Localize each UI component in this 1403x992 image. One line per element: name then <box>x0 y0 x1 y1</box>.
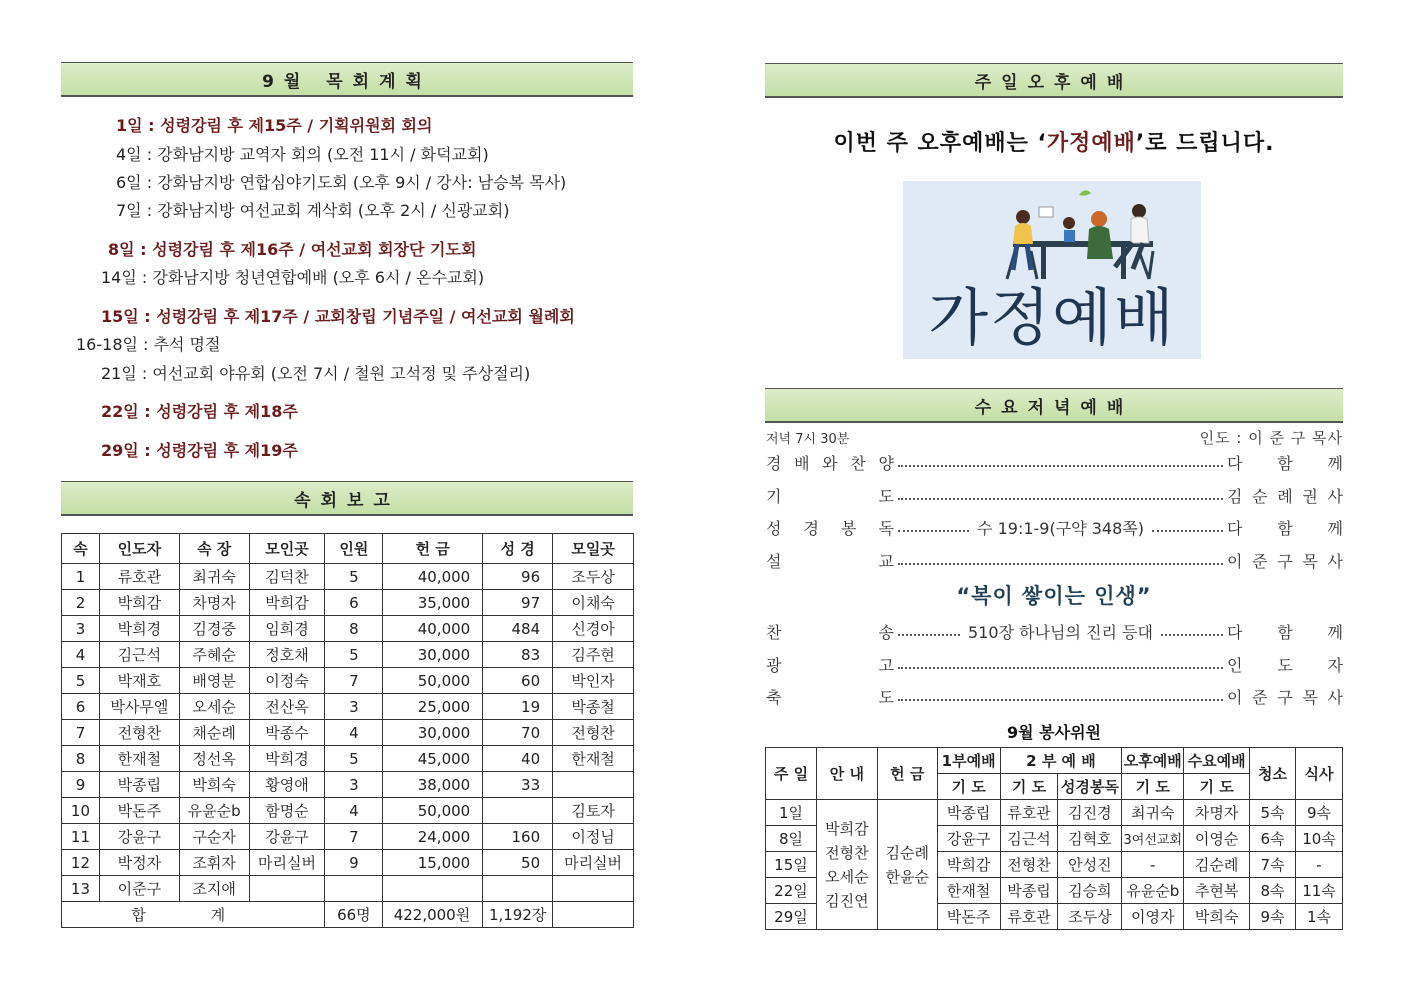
order-dots <box>898 634 960 636</box>
report-cell: 박희숙 <box>179 772 249 798</box>
duty-header-cell: 수요예배 <box>1184 748 1250 774</box>
plan-item: 16-18일 : 추석 명절 <box>76 335 221 354</box>
plan-item: 15일 : 성령강림 후 제17주 / 교회창립 기념주일 / 여선교회 월례회 <box>101 307 575 326</box>
duty-cell: - <box>1296 852 1343 878</box>
order-label: 축 도 <box>766 687 894 707</box>
afternoon-header <box>765 63 1343 98</box>
report-cell <box>483 798 553 824</box>
table-row <box>766 800 1343 826</box>
duty-cell: 박희숙 <box>1184 904 1250 930</box>
duty-cell: 추현복 <box>1184 878 1250 904</box>
report-table <box>61 533 634 928</box>
report-cell <box>249 876 325 902</box>
report-cell: 50 <box>483 850 553 876</box>
report-header-cell: 모인곳 <box>249 534 325 564</box>
report-cell: 7 <box>325 668 383 694</box>
duty-sunday: 8일 <box>766 826 817 852</box>
report-cell: 4 <box>62 642 100 668</box>
table-row <box>62 642 634 668</box>
report-cell: 5 <box>325 746 383 772</box>
duty-cell: 9속 <box>1250 904 1296 930</box>
duty-cell: 박희감 <box>937 852 1000 878</box>
report-cell: 3 <box>325 694 383 720</box>
duty-table <box>765 747 1343 930</box>
table-row <box>62 564 634 590</box>
report-cell: 박인자 <box>553 668 634 694</box>
afternoon-notice-highlight: 가정예배 <box>1046 131 1136 156</box>
order-mid: 510장 하나님의 진리 등대 <box>968 622 1153 642</box>
duty-cell: 최귀숙 <box>1122 800 1184 826</box>
order-who: 인 도 자 <box>1227 655 1343 675</box>
report-cell: 35,000 <box>383 590 483 616</box>
report-cell: 40,000 <box>383 564 483 590</box>
duty-cell: 김근석 <box>1000 826 1058 852</box>
order-label: 찬 송 <box>766 622 894 642</box>
duty-title: 9월 봉사위원 <box>1007 723 1101 742</box>
report-cell: 40 <box>483 746 553 772</box>
report-cell: 12 <box>62 850 100 876</box>
duty-header-cell: 2 부 예 배 <box>1000 748 1122 774</box>
report-cell: 최귀숙 <box>179 564 249 590</box>
report-cell: 박정자 <box>99 850 179 876</box>
report-cell: 함명순 <box>249 798 325 824</box>
duty-cell: 박종립 <box>937 800 1000 826</box>
report-cell: 97 <box>483 590 553 616</box>
wed-header <box>765 388 1343 423</box>
report-cell: 7 <box>62 720 100 746</box>
report-cell: 구순자 <box>179 824 249 850</box>
duty-cell: 11속 <box>1296 878 1343 904</box>
duty-offering: 김순례 한윤순 <box>877 800 937 930</box>
sermon-title: “복이 쌓이는 인생” <box>956 584 1152 608</box>
order-dots <box>898 699 1223 701</box>
duty-body <box>766 748 1343 930</box>
report-cell: 차명자 <box>179 590 249 616</box>
order-who: 다 함 께 <box>1227 622 1343 642</box>
report-cell: 채순례 <box>179 720 249 746</box>
order-dots <box>1161 634 1223 636</box>
table-row <box>62 720 634 746</box>
report-cell: 전형찬 <box>99 720 179 746</box>
plan-item: 8일 : 성령강림 후 제16주 / 여선교회 회장단 기도회 <box>108 240 477 259</box>
order-dots <box>898 530 969 532</box>
report-cell: 160 <box>483 824 553 850</box>
report-cell: 38,000 <box>383 772 483 798</box>
report-cell: 이정님 <box>553 824 634 850</box>
report-cell: 박희경 <box>99 616 179 642</box>
table-row <box>62 694 634 720</box>
duty-cell: 김순례 <box>1184 852 1250 878</box>
report-cell: 3 <box>62 616 100 642</box>
order-label: 경 배 와 찬 양 <box>766 453 894 473</box>
order-row <box>766 619 1343 643</box>
order-mid: 수 19:1-9(구약 348쪽) <box>977 518 1144 538</box>
table-row <box>62 850 634 876</box>
report-cell: 마리실버 <box>249 850 325 876</box>
report-cell: 배영분 <box>179 668 249 694</box>
report-cell: 5 <box>62 668 100 694</box>
afternoon-notice-post: ’로 드립니다. <box>1135 131 1275 156</box>
report-cell: 정선옥 <box>179 746 249 772</box>
order-row <box>766 450 1343 474</box>
report-cell: 강윤구 <box>249 824 325 850</box>
duty-cell: 류호관 <box>1000 800 1058 826</box>
report-cell: 김주현 <box>553 642 634 668</box>
duty-header-cell: 오후예배 <box>1122 748 1184 774</box>
order-dots <box>898 498 1223 500</box>
table-row <box>62 876 634 902</box>
duty-cell: 유윤순b <box>1122 878 1184 904</box>
report-cell: 박희경 <box>249 746 325 772</box>
report-cell: 마리실버 <box>553 850 634 876</box>
duty-subheader-cell: 기 도 <box>1184 774 1250 800</box>
report-cell: 주혜순 <box>179 642 249 668</box>
report-cell: 김경중 <box>179 616 249 642</box>
table-row <box>62 824 634 850</box>
order-row <box>766 515 1343 539</box>
report-cell: 박종수 <box>249 720 325 746</box>
report-cell: 신경아 <box>553 616 634 642</box>
wed-leader: 인도 : 이 준 구 목사 <box>1199 429 1343 447</box>
plan-item: 21일 : 여선교회 야유회 (오전 7시 / 철원 고석정 및 주상절리) <box>101 364 531 383</box>
report-cell: 김덕찬 <box>249 564 325 590</box>
report-cell: 3 <box>325 772 383 798</box>
report-cell <box>383 876 483 902</box>
report-cell: 5 <box>325 642 383 668</box>
report-cell: 임희경 <box>249 616 325 642</box>
report-cell: 13 <box>62 876 100 902</box>
duty-subheader-cell: 기 도 <box>1000 774 1058 800</box>
report-cell: 60 <box>483 668 553 694</box>
total-empty <box>553 902 634 928</box>
duty-header-cell: 청소 <box>1250 748 1296 800</box>
report-cell: 6 <box>325 590 383 616</box>
report-cell <box>553 876 634 902</box>
order-who: 이 준 구 목 사 <box>1227 687 1343 707</box>
duty-cell: 박종립 <box>1000 878 1058 904</box>
report-header-cell: 헌 금 <box>383 534 483 564</box>
report-header-cell: 속 <box>62 534 100 564</box>
order-dots <box>898 667 1223 669</box>
duty-cell: 6속 <box>1250 826 1296 852</box>
duty-cell: 7속 <box>1250 852 1296 878</box>
order-label: 광 고 <box>766 655 894 675</box>
report-cell: 4 <box>325 720 383 746</box>
report-cell: 25,000 <box>383 694 483 720</box>
plan-title: 9월 목회계획 <box>262 71 432 92</box>
duty-sunday: 22일 <box>766 878 817 904</box>
plan-item: 22일 : 성령강림 후 제18주 <box>101 402 298 421</box>
duty-cell: 9속 <box>1296 800 1343 826</box>
order-who: 다 함 께 <box>1227 453 1343 473</box>
report-cell: 김근석 <box>99 642 179 668</box>
report-cell: 9 <box>62 772 100 798</box>
duty-cell: 이영자 <box>1122 904 1184 930</box>
report-header-cell: 모일곳 <box>553 534 634 564</box>
duty-cell: - <box>1122 852 1184 878</box>
plan-item: 7일 : 강화남지방 여선교회 계삭회 (오후 2시 / 신광교회) <box>116 201 510 220</box>
duty-cell: 8속 <box>1250 878 1296 904</box>
table-row <box>62 616 634 642</box>
report-cell: 24,000 <box>383 824 483 850</box>
report-cell: 7 <box>325 824 383 850</box>
report-cell: 5 <box>325 564 383 590</box>
report-cell: 10 <box>62 798 100 824</box>
order-row <box>766 684 1343 708</box>
total-label: 합 계 <box>62 902 325 928</box>
duty-subheader-cell: 기 도 <box>1122 774 1184 800</box>
plan-item: 29일 : 성령강림 후 제19주 <box>101 441 298 460</box>
table-row <box>62 590 634 616</box>
report-cell: 이정숙 <box>249 668 325 694</box>
wed-time: 저녁 7시 30분 <box>766 432 850 447</box>
duty-cell: 김혁호 <box>1058 826 1122 852</box>
duty-subheader-cell: 기 도 <box>937 774 1000 800</box>
afternoon-title: 주일오후예배 <box>974 72 1134 93</box>
total-people: 66명 <box>325 902 383 928</box>
report-cell: 오세순 <box>179 694 249 720</box>
duty-cell: 이영순 <box>1184 826 1250 852</box>
plan-item: 6일 : 강화남지방 연합심야기도회 (오후 9시 / 강사: 남승복 목사) <box>116 173 567 192</box>
report-cell: 이준구 <box>99 876 179 902</box>
duty-cell: 박돈주 <box>937 904 1000 930</box>
report-cell: 4 <box>325 798 383 824</box>
report-cell: 유윤순b <box>179 798 249 824</box>
duty-cell: 10속 <box>1296 826 1343 852</box>
report-cell: 19 <box>483 694 553 720</box>
table-row <box>62 798 634 824</box>
report-cell: 9 <box>325 850 383 876</box>
report-cell: 이채숙 <box>553 590 634 616</box>
report-cell: 11 <box>62 824 100 850</box>
duty-cell: 김진경 <box>1058 800 1122 826</box>
order-label: 설 교 <box>766 551 894 571</box>
duty-cell: 조두상 <box>1058 904 1122 930</box>
report-cell: 조휘자 <box>179 850 249 876</box>
report-cell: 70 <box>483 720 553 746</box>
order-label: 기 도 <box>766 486 894 506</box>
order-who: 김 순 례 권 사 <box>1227 486 1343 506</box>
report-cell: 33 <box>483 772 553 798</box>
table-row <box>62 668 634 694</box>
order-row <box>766 483 1343 507</box>
duty-head-row <box>766 748 1343 774</box>
report-cell: 조두상 <box>553 564 634 590</box>
duty-cell: 안성진 <box>1058 852 1122 878</box>
report-cell <box>483 876 553 902</box>
duty-cell: 3여선교회 <box>1122 826 1184 852</box>
report-cell: 83 <box>483 642 553 668</box>
order-row <box>766 548 1343 572</box>
report-cell: 전형찬 <box>553 720 634 746</box>
report-cell <box>553 772 634 798</box>
report-header-cell: 인원 <box>325 534 383 564</box>
duty-cell: 1속 <box>1296 904 1343 930</box>
report-header-cell: 성 경 <box>483 534 553 564</box>
report-cell: 김토자 <box>553 798 634 824</box>
duty-sunday: 1일 <box>766 800 817 826</box>
duty-cell: 차명자 <box>1184 800 1250 826</box>
order-dots <box>1152 530 1223 532</box>
duty-header-cell: 1부예배 <box>937 748 1000 774</box>
duty-cell: 한재철 <box>937 878 1000 904</box>
duty-cell: 강윤구 <box>937 826 1000 852</box>
report-cell: 조지애 <box>179 876 249 902</box>
report-cell: 50,000 <box>383 798 483 824</box>
duty-header-cell: 식사 <box>1296 748 1343 800</box>
duty-cell: 김승희 <box>1058 878 1122 904</box>
report-header-cell: 속 장 <box>179 534 249 564</box>
report-cell: 6 <box>62 694 100 720</box>
report-cell: 박종철 <box>553 694 634 720</box>
report-cell: 류호관 <box>99 564 179 590</box>
report-cell <box>325 876 383 902</box>
report-cell: 484 <box>483 616 553 642</box>
duty-header-cell: 주 일 <box>766 748 817 800</box>
report-cell: 박종립 <box>99 772 179 798</box>
report-cell: 박희감 <box>249 590 325 616</box>
report-cell: 30,000 <box>383 642 483 668</box>
wed-title: 수요저녁예배 <box>974 397 1134 418</box>
plan-item: 14일 : 강화남지방 청년연합예배 (오후 6시 / 온수교회) <box>101 268 485 287</box>
report-total-row <box>62 902 634 928</box>
report-cell: 박희감 <box>99 590 179 616</box>
duty-cell: 류호관 <box>1000 904 1058 930</box>
report-cell: 강윤구 <box>99 824 179 850</box>
total-bible: 1,192장 <box>483 902 553 928</box>
report-cell: 40,000 <box>383 616 483 642</box>
order-dots <box>898 465 1223 467</box>
report-title: 속회보고 <box>294 490 400 511</box>
report-cell: 전산옥 <box>249 694 325 720</box>
order-row <box>766 652 1343 676</box>
afternoon-notice-pre: 이번 주 오후예배는 ‘ <box>833 131 1047 156</box>
report-cell: 15,000 <box>383 850 483 876</box>
report-cell: 30,000 <box>383 720 483 746</box>
duty-subheader-cell: 성경봉독 <box>1058 774 1122 800</box>
order-who: 이 준 구 목 사 <box>1227 551 1343 571</box>
report-cell: 45,000 <box>383 746 483 772</box>
table-row <box>62 772 634 798</box>
duty-cell: 전형찬 <box>1000 852 1058 878</box>
report-cell: 정호채 <box>249 642 325 668</box>
duty-cell: 5속 <box>1250 800 1296 826</box>
report-cell: 2 <box>62 590 100 616</box>
duty-sunday: 15일 <box>766 852 817 878</box>
plan-item: 1일 : 성령강림 후 제15주 / 기획위원회 회의 <box>116 116 433 135</box>
total-offering: 422,000원 <box>383 902 483 928</box>
report-cell: 96 <box>483 564 553 590</box>
report-cell: 50,000 <box>383 668 483 694</box>
report-head-row <box>62 534 634 564</box>
duty-guides: 박희감 전형찬 오세순 김진연 <box>816 800 877 930</box>
afternoon-notice <box>765 126 1343 157</box>
report-cell: 박돈주 <box>99 798 179 824</box>
plan-item: 4일 : 강화남지방 교역자 회의 (오전 11시 / 화덕교회) <box>116 145 489 164</box>
duty-header-cell: 헌 금 <box>877 748 937 800</box>
duty-header-cell: 안 내 <box>816 748 877 800</box>
table-row <box>62 746 634 772</box>
report-cell: 박사무엘 <box>99 694 179 720</box>
duty-sunday: 29일 <box>766 904 817 930</box>
family-worship-image <box>903 181 1201 359</box>
report-cell: 박재호 <box>99 668 179 694</box>
report-header <box>61 481 633 516</box>
report-cell: 한재철 <box>553 746 634 772</box>
report-cell: 황영애 <box>249 772 325 798</box>
order-label: 성 경 봉 독 <box>766 518 894 538</box>
order-dots <box>898 563 1223 565</box>
plan-header <box>61 62 633 97</box>
family-worship-image-text: 가정예배 <box>928 281 1176 354</box>
report-cell: 8 <box>62 746 100 772</box>
report-header-cell: 인도자 <box>99 534 179 564</box>
order-who: 다 함 께 <box>1227 518 1343 538</box>
report-body <box>62 564 634 928</box>
report-cell: 8 <box>325 616 383 642</box>
report-cell: 한재철 <box>99 746 179 772</box>
report-cell: 1 <box>62 564 100 590</box>
